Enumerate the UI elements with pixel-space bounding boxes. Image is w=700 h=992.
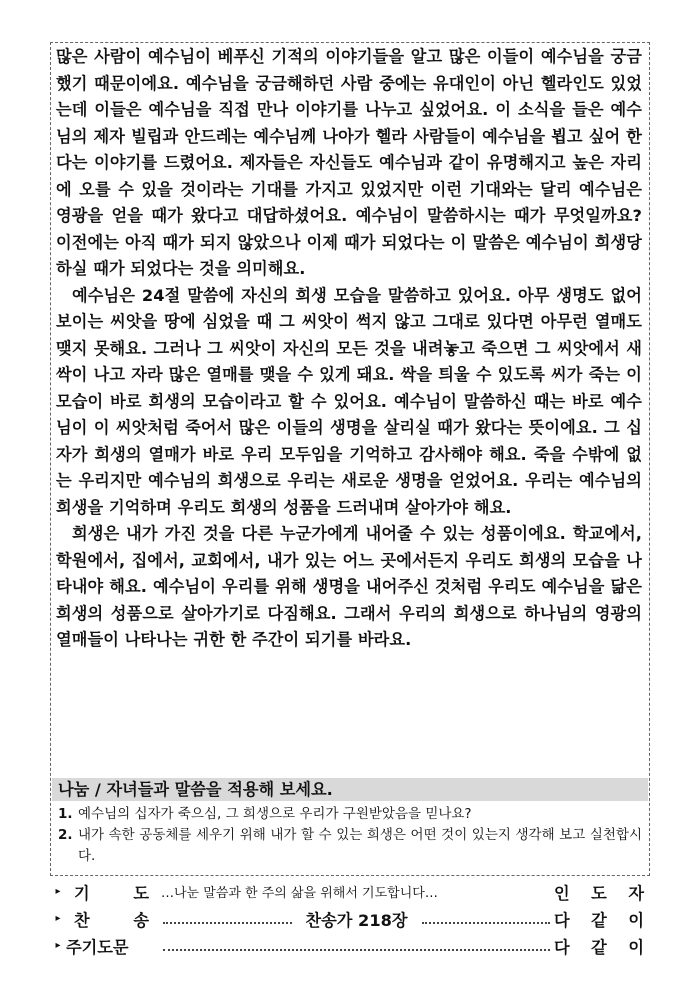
dot-leader (422, 920, 551, 924)
question-number: 2. (58, 827, 73, 843)
worship-row-hymn (52, 905, 644, 932)
dot-leader (163, 947, 550, 951)
question-item (58, 825, 642, 867)
worship-label: 기 도 (74, 883, 149, 903)
sermon-body (56, 44, 642, 654)
paragraph-3: 희생은 내가 가진 것을 다른 누군가에게 내어줄 수 있는 성품이에요. 학교에서, 학원에서, 집에서, 교회에서, 내가 있는 어느 곳에서든지 우리도 희생의 모습을 나타내야 해요. 예수님이 우리를 위해 생명을 내어주신 것처럼 우리도 예수님을 닮은 희생의 성품으로 살아가기로 다짐해요. 그래서 우리의 희생으로 하나님의 영광의 열매들이 나타나는 귀한 한 주간이 되기를 바라요. (56, 524, 642, 649)
sharing-header: 나눔 / 자녀들과 말씀을 적용해 보세요. (52, 778, 648, 801)
question-text: 예수님의 십자가 죽으심, 그 희생으로 우리가 구원받았음을 믿나요? (78, 806, 472, 822)
question-number: 1. (58, 806, 73, 822)
bullet-arrow-icon: ▸ (55, 886, 61, 897)
bullet-arrow-icon: ▸ (55, 913, 61, 924)
worship-row-lords-prayer (52, 932, 644, 959)
paragraph-2: 예수님은 24절 말씀에 자신의 희생 모습을 말씀하고 있어요. 아무 생명도 없어 보이는 씨앗을 땅에 심었을 때 그 씨앗이 썩지 않고 그대로 있다면 아무런 열매도 맺지 못해요. 그러나 그 씨앗이 자신의 모든 것을 내려놓고 죽으면 그 씨앗에서 새싹이 나고 자라 많은 열매를 맺을 수 있게 돼요. 싹을 틔울 수 있도록 씨가 죽는 이 모습이 바로 희생의 모습이라고 할 수 있어요. 예수님이 말씀하신 때는 바로 예수님이 이 씨앗처럼 죽어서 많은 이들의 생명을 살리실 때가 왔다는 뜻이에요. 그 십자가 희생의 열매가 바로 우리 모두임을 기억하고 감사해야 해요. 죽을 수밖에 없는 우리지만 예수님의 희생으로 우리는 새로운 생명을 얻었어요. 우리는 예수님의 희생을 기억하며 우리도 희생의 성품을 드러내며 살아가야 해요. (56, 285, 642, 517)
worship-label: 주기도문 (66, 937, 129, 957)
worship-label: 찬 송 (74, 910, 149, 930)
worship-leader: 인 도 자 (554, 883, 644, 903)
question-item (58, 804, 642, 825)
worship-content: 찬송가 218장 (305, 910, 408, 930)
worship-leader: 다 같 이 (554, 937, 644, 957)
question-text: 내가 속한 공동체를 세우기 위해 내가 할 수 있는 희생은 어떤 것이 있는지 생각해 보고 실천합시다. (78, 827, 642, 864)
worship-leader: 다 같 이 (554, 910, 644, 930)
worship-content: …나눈 말씀과 한 주의 삶을 위해서 기도합니다… (161, 886, 438, 901)
dot-leader (163, 920, 292, 924)
sharing-questions (58, 804, 642, 867)
bullet-arrow-icon: ▸ (55, 940, 61, 951)
paragraph-1: 많은 사람이 예수님이 베푸신 기적의 이야기들을 알고 많은 이들이 예수님을 궁금했기 때문이에요. 예수님을 궁금해하던 사람 중에는 유대인이 아닌 헬라인도 있었는데 이들은 예수님을 직접 만나 이야기를 나누고 싶었어요. 이 소식을 들은 예수님의 제자 빌립과 안드레는 예수님께 나아가 헬라 사람들이 예수님을 뵙고 싶어 한다는 이야기를 드렸어요. 제자들은 자신들도 예수님과 같이 유명해지고 높은 자리에 오를 수 있을 것이라는 기대를 가지고 있었지만 이런 기대와는 달리 예수님은 영광을 얻을 때가 왔다고 대답하셨어요. 예수님이 말씀하시는 때가 무엇일까요? 이전에는 아직 때가 되지 않았으나 이제 때가 되었다는 이 말씀은 예수님이 희생당하실 때가 되었다는 것을 의미해요. (56, 47, 642, 278)
worship-order (52, 878, 644, 959)
worship-row-prayer (52, 878, 644, 905)
